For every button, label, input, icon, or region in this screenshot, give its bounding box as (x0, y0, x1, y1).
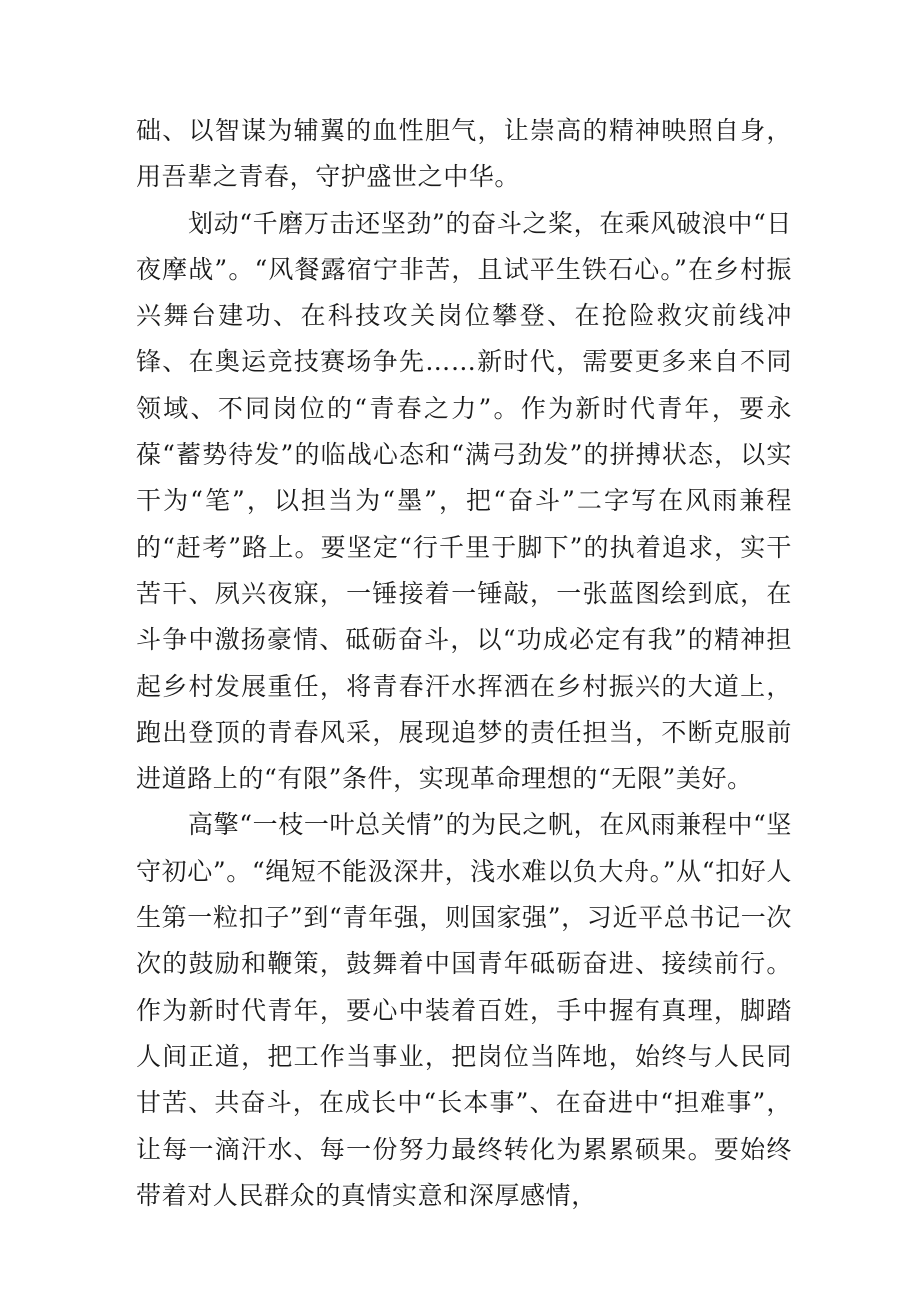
document-body (136, 108, 792, 1219)
paragraph-people: 高擎“一枝一叶总关情”的为民之帆，在风雨兼程中“坚守初心”。“绳短不能汲深井，浅水难以负大舟。”从“扣好人生第一粒扣子”到“青年强，则国家强”，习近平总书记一次次的鼓励和鞭策，鼓舞着中国青年砥砺奋进、接续前行。作为新时代青年，要心中装着百姓，手中握有真理，脚踏人间正道，把工作当事业，把岗位当阵地，始终与人民同甘苦、共奋斗，在成长中“长本事”、在奋进中“担难事”，让每一滴汗水、每一份努力最终转化为累累硕果。要始终带着对人民群众的真情实意和深厚感情， (136, 810, 792, 1210)
paragraph-continuation: 础、以智谋为辅翼的血性胆气，让崇高的精神映照自身，用吾辈之青春，守护盛世之中华。 (136, 116, 792, 192)
paragraph-struggle: 划动“千磨万击还坚劲”的奋斗之桨，在乘风破浪中“日夜摩战”。“风餐露宿宁非苦，且试平生铁石心。”在乡村振兴舞台建功、在科技攻关岗位攀登、在抢险救灾前线冲锋、在奥运竞技赛场争先……新时代，需要更多来自不同领域、不同岗位的“青春之力”。作为新时代青年，要永葆“蓄势待发”的临战心态和“满弓劲发”的拼搏状态，以实干为“笔”，以担当为“墨”，把“奋斗”二字写在风雨兼程的“赶考”路上。要坚定“行千里于脚下”的执着追求，实干苦干、夙兴夜寐，一锤接着一锤敲，一张蓝图绘到底，在斗争中激扬豪情、砥砺奋斗，以“功成必定有我”的精神担起乡村发展重任，将青春汗水挥洒在乡村振兴的大道上，跑出登顶的青春风采，展现追梦的责任担当，不断克服前进道路上的“有限”条件，实现革命理想的“无限”美好。 (136, 208, 792, 794)
